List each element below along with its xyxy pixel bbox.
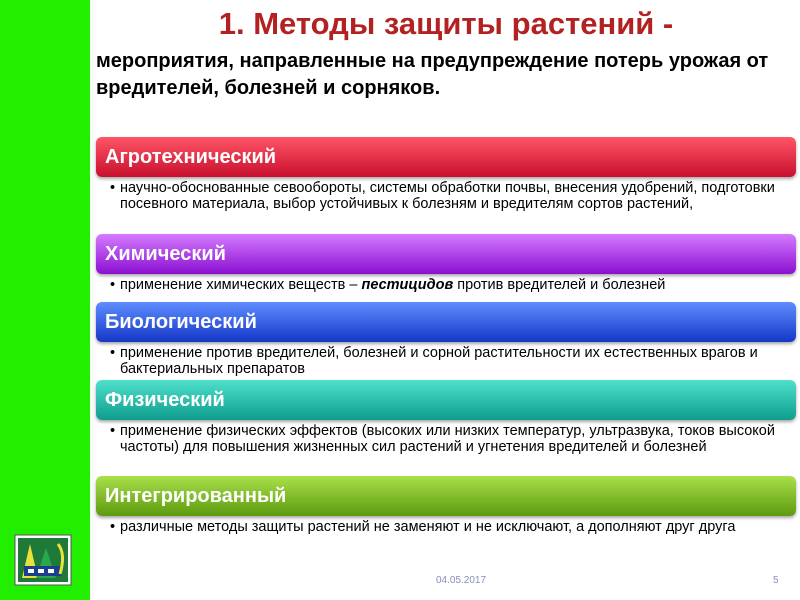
left-sidebar xyxy=(0,0,90,600)
method-band-agrotechnical xyxy=(96,137,796,177)
description-before: применение химических веществ – xyxy=(120,277,362,293)
method-label: Биологический xyxy=(105,311,257,333)
description-text: применение против вредителей, болезней и сорной растительности их естественных врагов и бактериальных препаратов xyxy=(120,345,758,377)
method-band-chemical xyxy=(96,234,796,274)
method-description-integrated xyxy=(110,519,780,535)
bullet-icon: • xyxy=(110,180,116,196)
method-label: Физический xyxy=(105,389,225,411)
description-after: против вредителей и болезней xyxy=(453,277,666,293)
university-logo-icon xyxy=(14,534,72,586)
bullet-icon: • xyxy=(110,345,116,361)
method-description-agrotechnical xyxy=(110,180,780,212)
method-band-physical xyxy=(96,380,796,420)
method-label: Интегрированный xyxy=(105,485,287,507)
slide-title: 1. Методы защиты растений - xyxy=(218,6,674,41)
method-description-physical xyxy=(110,423,780,455)
bullet-icon: • xyxy=(110,423,116,439)
bullet-icon: • xyxy=(110,519,116,535)
method-description-chemical xyxy=(110,277,780,293)
description-text: применение физических эффектов (высоких или низких температур, ультразвука, токов высокой частоты) для повышения жизненных сил растений и угнетения вредителей и болезней xyxy=(120,423,775,455)
slide-subtitle: мероприятия, направленные на предупреждение потерь урожая от вредителей, болезней и сорняков. xyxy=(96,50,769,99)
method-label: Агротехнический xyxy=(105,146,277,168)
page-number: 5 xyxy=(773,575,779,586)
description-text: научно-обоснованные севообороты, системы обработки почвы, внесения удобрений, подготовки посевного материала, выбор устойчивых к болезням и вредителям сортов растений, xyxy=(120,180,775,212)
description-emphasis: пестицидов xyxy=(361,277,454,293)
method-label: Химический xyxy=(105,243,226,265)
footer-date: 04.05.2017 xyxy=(436,575,487,586)
description-text: различные методы защиты растений не заменяют и не исключают, а дополняют друг друга xyxy=(120,519,736,535)
description-text xyxy=(110,277,780,293)
method-description-biological xyxy=(110,345,780,377)
method-band-biological xyxy=(96,302,796,342)
method-band-integrated xyxy=(96,476,796,516)
bullet-icon: • xyxy=(110,277,116,293)
